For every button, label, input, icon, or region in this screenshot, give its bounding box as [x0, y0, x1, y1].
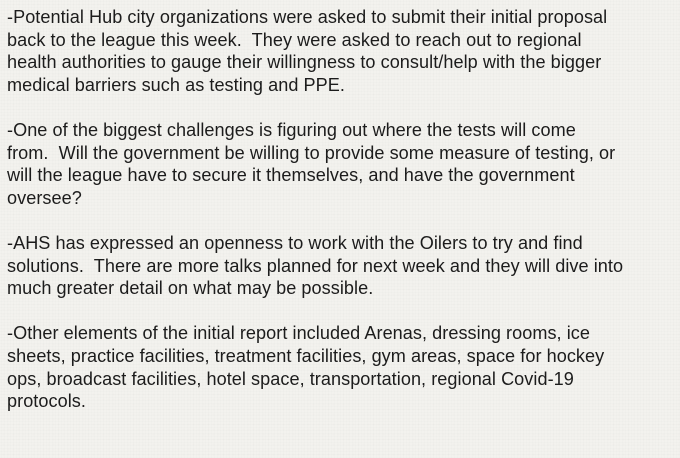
paragraph-ahs-openness	[7, 232, 677, 300]
text-line: medical barriers such as testing and PPE.	[7, 74, 345, 95]
paragraph-gap	[7, 96, 677, 119]
text-line: solutions. There are more talks planned for next week and they will dive into	[7, 255, 624, 276]
text-line: sheets, practice facilities, treatment facilities, gym areas, space for hockey	[7, 345, 605, 366]
text-line: back to the league this week. They were asked to reach out to regional	[7, 29, 582, 50]
text-line: -One of the biggest challenges is figuring out where the tests will come	[7, 119, 576, 140]
text-line: protocols.	[7, 391, 86, 412]
paragraph-hub-proposal	[7, 6, 677, 96]
text-line: ops, broadcast facilities, hotel space, transportation, regional Covid-19	[7, 368, 574, 389]
text-line: much greater detail on what may be possible.	[7, 278, 374, 299]
paragraph-gap	[7, 300, 677, 323]
text-line: -AHS has expressed an openness to work with the Oilers to try and find	[7, 232, 583, 253]
text-line: health authorities to gauge their willingness to consult/help with the bigger	[7, 52, 602, 73]
note-body	[7, 6, 677, 413]
text-line: -Potential Hub city organizations were asked to submit their initial proposal	[7, 7, 608, 27]
paragraph-gap	[7, 209, 677, 232]
paragraph-testing-challenge	[7, 119, 677, 209]
paragraph-report-elements	[7, 322, 677, 412]
text-line: oversee?	[7, 187, 82, 208]
text-line: will the league have to secure it themselves, and have the government	[7, 165, 575, 186]
text-line: -Other elements of the initial report included Arenas, dressing rooms, ice	[7, 323, 590, 344]
text-line: from. Will the government be willing to provide some measure of testing, or	[7, 142, 616, 163]
